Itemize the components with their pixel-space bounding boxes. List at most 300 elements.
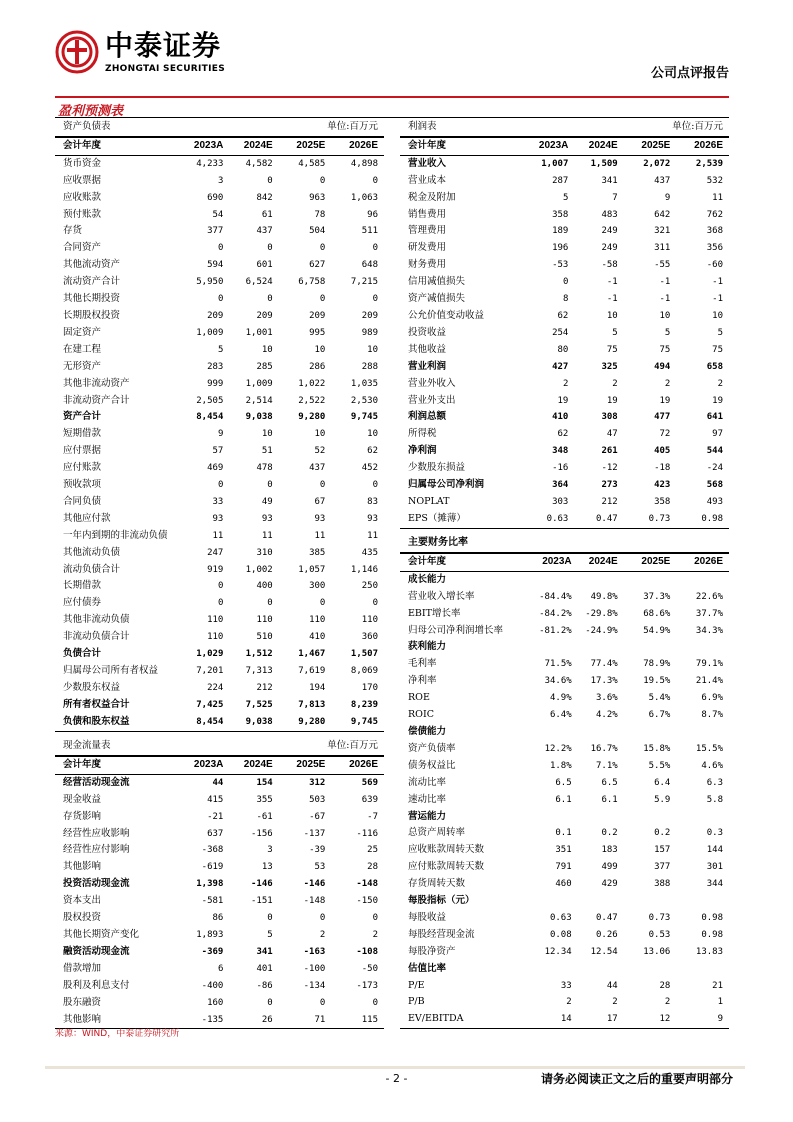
cell-value: 0 [217, 243, 224, 254]
cell-value: 8 [562, 294, 569, 305]
report-type: 公司点评报告 [650, 66, 729, 81]
row-label: 财务费用 [408, 259, 447, 271]
table-row [400, 494, 729, 511]
table-row [55, 859, 384, 876]
cell-value: 0.53 [648, 929, 671, 940]
cell-value: 224 [207, 682, 224, 693]
cell-value [676, 571, 729, 588]
row-label: 融资活动现金流 [63, 945, 130, 957]
table-row [400, 910, 729, 927]
cell-value: 341 [256, 946, 273, 957]
table-row [55, 409, 384, 426]
row-label: 长期股权投资 [63, 309, 121, 321]
cell-value [676, 724, 729, 741]
cell-value: 1,057 [298, 564, 326, 575]
cell-value: -100 [303, 963, 326, 974]
cell-value: 6.1 [555, 794, 572, 805]
cell-value: 34.6% [544, 676, 572, 687]
table-row [55, 927, 384, 944]
cell-value: 405 [654, 446, 671, 457]
row-label: 经营性应付影响 [63, 844, 130, 856]
cell-value: 791 [555, 862, 572, 873]
cell-value: 6.5 [555, 777, 572, 788]
cell-value [578, 809, 624, 826]
table-header-row [400, 553, 729, 571]
table-row [55, 595, 384, 612]
cell-value: 308 [601, 412, 618, 423]
cell-value: 80 [557, 344, 569, 355]
column-header-year: 2024E [229, 756, 278, 774]
cell-value: 9,280 [298, 412, 326, 423]
cell-value: 2,530 [350, 395, 378, 406]
table-row [55, 876, 384, 893]
row-label: 偿债能力 [408, 725, 447, 737]
row-label: 每股经营现金流 [408, 928, 475, 940]
cell-value: -7 [367, 811, 378, 822]
zhongtai-logo-icon [55, 30, 99, 74]
cell-value: -156 [251, 828, 273, 839]
table-row [400, 571, 729, 588]
cell-value: 0.63 [549, 912, 572, 923]
table-row [55, 426, 384, 443]
cell-value: 44 [212, 777, 224, 788]
cell-value: 6,524 [245, 277, 273, 288]
cell-value: 2 [612, 378, 618, 389]
table-row [400, 589, 729, 606]
cell-value: 410 [309, 632, 326, 643]
cell-value: 6.4% [549, 710, 572, 721]
cell-value: 17.3% [590, 676, 618, 687]
cell-value: 7,619 [298, 666, 326, 676]
cell-value: 8.7% [701, 710, 723, 721]
cell-value: -1 [606, 294, 618, 305]
row-label: 资产负债率 [408, 742, 456, 754]
row-label: P/B [408, 996, 425, 1008]
cell-value: -24 [706, 463, 723, 474]
table-row [400, 741, 729, 758]
cell-value: -50 [361, 963, 378, 974]
table-row [400, 893, 729, 910]
row-label: EV/EBITDA [400, 1011, 522, 1028]
cell-value: 78.9% [643, 659, 671, 670]
cell-value: 385 [309, 547, 326, 558]
cell-value: 254 [552, 327, 569, 338]
cell-value: -148 [303, 896, 326, 907]
cell-value: 0.98 [676, 511, 729, 528]
cell-value: 6.4 [654, 777, 671, 788]
row-label: 投资活动现金流 [63, 878, 130, 890]
cell-value: 5 [612, 327, 618, 338]
table-row [400, 511, 729, 528]
cell-value: 54.9% [643, 625, 671, 636]
cell-value: 10 [367, 429, 378, 440]
cell-value: -24.9% [585, 625, 618, 636]
cell-value: 310 [256, 547, 273, 558]
row-label: 所得税 [408, 428, 437, 440]
cell-value: 285 [256, 361, 273, 372]
cell-value: 2 [319, 929, 326, 940]
cell-value: 351 [555, 845, 572, 856]
column-header-year: 2023A [177, 137, 230, 155]
table-row [55, 477, 384, 494]
cell-value: 0 [319, 913, 326, 924]
table-row [55, 511, 384, 528]
cell-value: 15.5% [695, 743, 723, 754]
table-caption-row [400, 535, 729, 553]
cell-value: 86 [212, 913, 224, 924]
cell-value: 212 [601, 496, 618, 507]
row-label: 应收账款 [63, 191, 102, 203]
column-header-label: 会计年度 [55, 756, 177, 774]
cell-value: 12.34 [544, 946, 572, 957]
row-label: 无形资产 [63, 360, 102, 372]
cell-value: 183 [601, 845, 618, 856]
row-label: 其他流动资产 [63, 259, 121, 271]
cell-value: 1.8% [549, 760, 572, 771]
table-row [55, 910, 384, 927]
cell-value: 0 [372, 480, 378, 491]
cell-value: 377 [207, 226, 224, 237]
cell-value: 83 [367, 496, 378, 507]
cell-value: 19 [659, 395, 671, 406]
row-label: 长期借款 [63, 580, 102, 592]
cell-value: 21.4% [695, 676, 723, 687]
cell-value: 249 [601, 226, 618, 237]
column-header-year: 2024E [574, 137, 623, 155]
cell-value: 11 [367, 530, 378, 541]
row-label: 管理费用 [408, 225, 447, 237]
table-row [55, 663, 384, 680]
cell-value: 110 [309, 615, 326, 626]
cell-value: 13.06 [643, 946, 671, 957]
cell-value: 300 [309, 581, 326, 592]
cell-value: 493 [706, 496, 723, 507]
cell-value: 368 [706, 226, 723, 237]
table-row [55, 809, 384, 826]
row-label: 存货 [63, 225, 83, 237]
table-row [55, 494, 384, 511]
cell-value: -146 [251, 879, 273, 890]
cell-value: 641 [706, 412, 723, 423]
table-row [400, 443, 729, 460]
table-row [400, 944, 729, 961]
cell-value: 0.2 [654, 828, 671, 839]
cell-value: 648 [361, 260, 378, 271]
row-label: 债务权益比 [408, 759, 456, 771]
cell-value: 10 [314, 429, 326, 440]
cell-value: -18 [654, 463, 671, 474]
cell-value: 0 [217, 581, 224, 592]
cell-value: 360 [361, 632, 378, 643]
cell-value: 10 [659, 310, 671, 321]
cell-value: 344 [706, 879, 723, 890]
row-label: 股利及利息支付 [63, 979, 130, 991]
cell-value: -1 [659, 294, 671, 305]
unit-label: 单位:百万元 [672, 121, 723, 132]
row-label: 流动比率 [408, 776, 447, 788]
cell-value: 4,582 [245, 158, 273, 169]
cell-value: 5.4% [648, 693, 671, 704]
cell-value: 1,029 [196, 649, 224, 660]
column-header-year: 2025E [279, 756, 332, 774]
row-label: 营业外支出 [408, 394, 456, 406]
cell-value: -29.8% [585, 608, 618, 619]
cell-value: 1,001 [245, 327, 273, 338]
cell-value: 1,002 [245, 564, 273, 575]
row-label: ROE [408, 692, 430, 704]
table-row [400, 274, 729, 291]
cell-value: 62 [367, 446, 378, 457]
brand-name-en: ZHONGTAI SECURITIES [105, 64, 225, 74]
table-row [400, 623, 729, 640]
row-label: 现金收益 [63, 793, 102, 805]
table-row [400, 961, 729, 978]
cell-value [624, 961, 677, 978]
row-label: 营业利润 [408, 360, 447, 372]
row-label: 税金及附加 [408, 191, 456, 203]
table-row [55, 792, 384, 809]
cell-value: 8,454 [196, 412, 224, 423]
cell-value: 423 [654, 480, 671, 491]
income-statement-table [400, 119, 729, 529]
table-row [400, 460, 729, 477]
cell-value: 93 [367, 513, 378, 524]
table-row [55, 961, 384, 978]
cell-value: 6.7% [648, 710, 671, 721]
row-label: 速动比率 [408, 793, 447, 805]
cell-value: 4.9% [549, 693, 572, 704]
row-label: 信用减值损失 [408, 276, 466, 288]
row-label: 应收账款周转天数 [408, 844, 485, 856]
table-row [400, 308, 729, 325]
cell-value: -163 [303, 946, 326, 957]
row-label: 其他非流动资产 [63, 377, 130, 389]
cell-value: 478 [256, 463, 273, 474]
cell-value: -116 [356, 828, 378, 839]
cell-value: -137 [303, 828, 326, 839]
cell-value: -21 [207, 811, 224, 822]
cell-value: 209 [361, 310, 378, 321]
cell-value: 47 [606, 429, 618, 440]
cell-value: 283 [207, 361, 224, 372]
table-row [400, 775, 729, 792]
cell-value: 1,146 [350, 564, 378, 575]
cell-value: 568 [706, 480, 723, 491]
row-label: 负债和股东权益 [55, 714, 177, 731]
cell-value [624, 639, 677, 656]
column-header-year: 2023A [177, 756, 230, 774]
table-row [400, 876, 729, 893]
column-header-year: 2023A [522, 553, 578, 571]
cell-value: 110 [361, 615, 378, 626]
table-row [55, 325, 384, 342]
cell-value: 9,745 [331, 714, 384, 731]
table-row [55, 612, 384, 629]
cell-value: 71 [279, 1012, 332, 1029]
cell-value: 325 [601, 361, 618, 372]
cell-value [578, 961, 624, 978]
cell-value: 569 [361, 777, 378, 788]
cell-value: -1 [712, 277, 723, 288]
row-label: 其他长期资产变化 [63, 928, 140, 940]
cell-value: 288 [361, 361, 378, 372]
cell-value: -173 [356, 980, 378, 991]
cell-value: -134 [303, 980, 326, 991]
row-label: 其他收益 [408, 343, 447, 355]
cell-value: 690 [207, 192, 224, 203]
table-row [400, 477, 729, 494]
cell-value: 68.6% [643, 608, 671, 619]
cell-value: 0.47 [574, 511, 623, 528]
cell-value: 0 [267, 175, 273, 186]
table-row [55, 995, 384, 1012]
cell-value: 19.5% [643, 676, 671, 687]
cell-value: 5 [717, 327, 723, 338]
row-label: 其他流动负债 [63, 546, 121, 558]
cell-value: 1,509 [590, 158, 618, 169]
table-row [55, 774, 384, 791]
disclaimer: 请务必阅读正文之后的重要声明部分 [540, 1072, 733, 1086]
row-label: 资产合计 [63, 411, 102, 423]
cell-value: 477 [654, 412, 671, 423]
cell-value: 0 [217, 294, 224, 305]
cell-value: 12.54 [590, 946, 618, 957]
section-title [55, 100, 729, 118]
cell-value [578, 639, 624, 656]
cell-value: 37.3% [643, 591, 671, 602]
row-label: ROIC [408, 709, 434, 721]
balance-sheet-table [55, 119, 384, 732]
cell-value: 10 [261, 429, 273, 440]
column-header-label: 会计年度 [400, 553, 522, 571]
row-label: 利润总额 [408, 411, 447, 423]
cell-value [522, 961, 578, 978]
cell-value: -148 [356, 879, 378, 890]
table-caption-row [55, 738, 384, 756]
cell-value: 2 [562, 378, 569, 389]
cell-value: 9,280 [279, 714, 332, 731]
cell-value: 0.98 [701, 929, 723, 940]
cell-value: 658 [706, 361, 723, 372]
cell-value: -84.4% [539, 591, 572, 602]
cell-value: 209 [256, 310, 273, 321]
cell-value: 429 [601, 879, 618, 890]
cell-value: 49.8% [590, 591, 618, 602]
cell-value: 93 [261, 513, 273, 524]
cell-value: 435 [361, 547, 378, 558]
cell-value: 249 [601, 243, 618, 254]
table-row [55, 680, 384, 697]
cell-value: 6.3 [706, 777, 723, 788]
cell-value: 5 [664, 327, 671, 338]
table-row [400, 291, 729, 308]
cell-value: 544 [706, 446, 723, 457]
cell-value: 0.98 [701, 912, 723, 923]
row-label: 营业收入增长率 [408, 590, 475, 602]
table-row [55, 842, 384, 859]
header-divider [55, 96, 729, 98]
cell-value: 388 [654, 879, 671, 890]
cell-value: 16.7% [590, 743, 618, 754]
cell-value: -108 [356, 946, 378, 957]
cell-value: 6.1 [601, 794, 618, 805]
table-row [55, 376, 384, 393]
cell-value: 5 [562, 192, 569, 203]
table-row [55, 944, 384, 961]
cell-value: 601 [256, 260, 273, 271]
cell-value: 0 [217, 480, 224, 491]
table-row [400, 376, 729, 393]
cell-value: 594 [207, 260, 224, 271]
row-label: 货币资金 [63, 157, 102, 169]
row-label: 股东融资 [63, 996, 102, 1008]
row-label: 获利能力 [408, 641, 447, 653]
cell-value: 452 [361, 463, 378, 474]
table-row [400, 325, 729, 342]
row-label: 经营活动现金流 [63, 776, 130, 788]
cell-value: 532 [706, 175, 723, 186]
cell-value: 642 [654, 209, 671, 220]
cell-value: 356 [706, 243, 723, 254]
cell-value: 0 [372, 598, 378, 609]
cell-value: -1 [712, 294, 723, 305]
table-row [400, 758, 729, 775]
cell-value: 7,215 [350, 277, 378, 288]
row-label: 一年内到期的非流动负债 [63, 529, 168, 541]
cell-value: 6.5 [601, 777, 618, 788]
cell-value: 72 [659, 429, 671, 440]
cell-value: 5.5% [648, 760, 671, 771]
cell-value: 44 [606, 980, 618, 991]
cell-value: -150 [356, 896, 378, 907]
row-label: 应付账款周转天数 [408, 861, 485, 873]
row-label: 资本支出 [63, 895, 102, 907]
cell-value: 0 [562, 277, 569, 288]
cell-value: 3 [267, 845, 273, 856]
cell-value: -60 [706, 260, 723, 271]
table-row [400, 792, 729, 809]
row-label: 归属母公司所有者权益 [63, 665, 159, 676]
cell-value: 0 [372, 175, 378, 186]
cell-value: 4.6% [701, 760, 723, 771]
row-label: 每股净资产 [408, 945, 456, 957]
row-label: EBIT增长率 [408, 607, 461, 619]
cell-value: 19 [557, 395, 569, 406]
table-row [400, 994, 729, 1011]
cash-flow-table [55, 738, 384, 1029]
table-row [55, 545, 384, 562]
cell-value: 25 [367, 845, 378, 856]
table-row [55, 190, 384, 207]
row-label: 研发费用 [408, 242, 447, 254]
row-label: P/E [408, 979, 425, 991]
row-label: 应付票据 [63, 445, 102, 457]
cell-value: 11 [261, 530, 273, 541]
cell-value: 999 [207, 378, 224, 389]
cell-value: 311 [654, 243, 671, 254]
cell-value: 62 [557, 429, 569, 440]
table-row [400, 825, 729, 842]
cell-value: 78 [314, 209, 326, 220]
row-label: 存货影响 [63, 810, 102, 822]
row-label: 流动资产合计 [63, 276, 121, 288]
cell-value: 0.26 [596, 929, 618, 940]
cell-value: 0.63 [522, 511, 575, 528]
row-label: 合同负债 [63, 495, 102, 507]
table-row [400, 842, 729, 859]
cell-value: 762 [706, 209, 723, 220]
cell-value: 261 [601, 446, 618, 457]
